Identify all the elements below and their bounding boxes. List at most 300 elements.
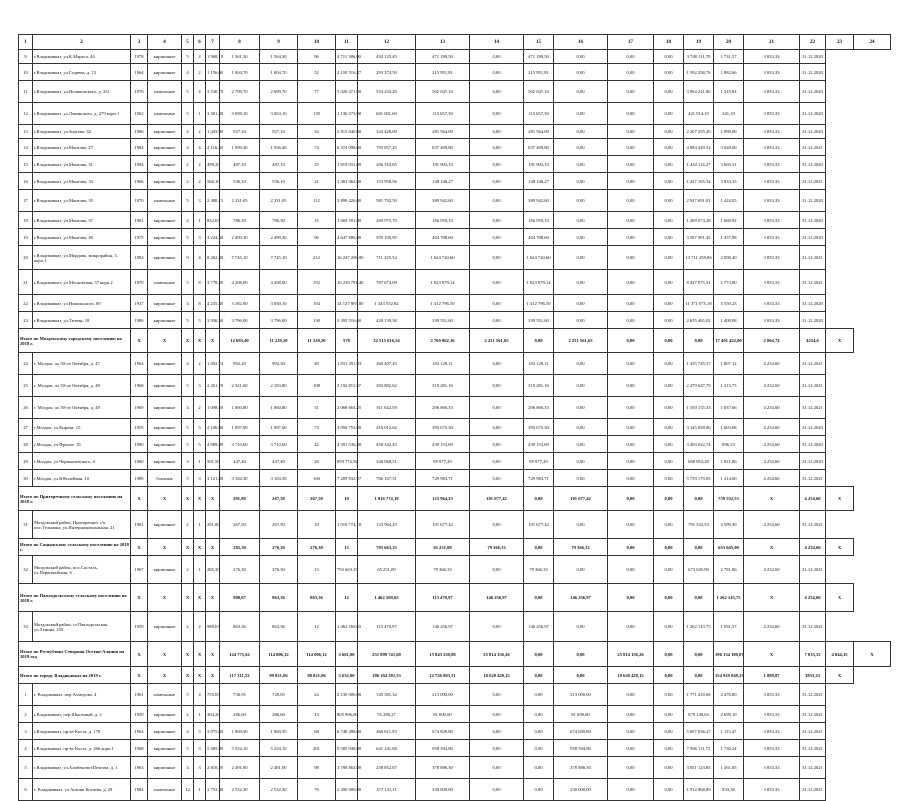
table-cell: 896,23 xyxy=(714,436,744,453)
table-cell: 0,00 xyxy=(608,295,654,312)
table-cell: X xyxy=(744,584,800,612)
table-cell: 2 207 255,20 xyxy=(684,125,714,139)
table-cell: 3 833,33 xyxy=(744,757,800,779)
table-cell: 2 004,74 xyxy=(744,329,800,353)
table-cell: 641 241,68 xyxy=(358,740,416,757)
table-cell: 0,00 xyxy=(554,612,608,642)
table-cell: 0,00 xyxy=(654,470,684,487)
table-cell: 4 254,60 xyxy=(744,556,800,584)
table-cell: 0,00 xyxy=(684,539,714,556)
table-cell: 0,00 xyxy=(470,706,524,723)
table-cell: 3 833,33 xyxy=(744,270,800,295)
column-header-3: 3 xyxy=(131,35,148,50)
table-cell: панельные xyxy=(148,190,182,212)
table-cell: 266 407,45 xyxy=(358,353,416,375)
table-cell: 536,10 xyxy=(220,173,260,190)
table-cell: 146 256,97 xyxy=(554,584,608,612)
table-cell: 251 899 741,60 xyxy=(358,642,416,667)
table-cell: 5 xyxy=(182,740,194,757)
table-cell: 148 146,27 xyxy=(416,173,470,190)
table-cell: 31.12.2020 xyxy=(800,436,826,453)
table-cell: 8 xyxy=(194,295,206,312)
table-cell: 15 xyxy=(298,212,336,229)
table-cell: 0,00 xyxy=(608,125,654,139)
table-cell: X xyxy=(131,667,148,684)
table-cell: 927,10 xyxy=(260,125,298,139)
table-cell: 673 045,90 xyxy=(684,556,714,584)
table-cell: 25 814 156,26 xyxy=(608,642,654,667)
table-cell: 148 146,27 xyxy=(524,173,554,190)
table-cell: 3 796,00 xyxy=(220,312,260,329)
table-cell: 13 xyxy=(336,539,358,556)
table-cell: 29 xyxy=(19,453,33,470)
table-cell: 0,00 xyxy=(470,156,524,173)
table-cell: 0,00 xyxy=(554,190,608,212)
table-cell: 1 xyxy=(194,511,206,539)
table-cell: 81 690,60 xyxy=(416,706,470,723)
table-cell: 0,00 xyxy=(554,156,608,173)
table-cell: 3 833,33 xyxy=(744,103,800,125)
table-cell: 2 106,80 xyxy=(206,419,220,436)
table-cell: 0,00 xyxy=(654,740,684,757)
table-cell: 55 288,27 xyxy=(358,706,416,723)
table-cell: 0,00 xyxy=(554,64,608,81)
table-cell: 0,00 xyxy=(608,329,654,353)
address-cell: г. Владикавказ, ул.Агапия Котаева, д. 29 xyxy=(33,779,131,801)
table-cell: 3 632,00 xyxy=(336,667,358,684)
table-cell: 0,00 xyxy=(470,684,524,706)
table-cell: 3 833,33 xyxy=(744,190,800,212)
address-cell: г.Владикавказ, ул.Алибекова-Шелгова, д. 1 xyxy=(33,757,131,779)
table-cell: 324 428,00 xyxy=(358,125,416,139)
table-cell: 0,00 xyxy=(654,212,684,229)
table-cell: 7 289 832,97 xyxy=(336,470,358,487)
table-row xyxy=(19,229,891,246)
housing-register-sheet xyxy=(18,34,886,801)
column-header-15: 15 xyxy=(524,35,554,50)
table-cell: 421 914,10 xyxy=(684,103,714,125)
table-cell: 439 153,69 xyxy=(524,436,554,453)
table-cell: X xyxy=(206,584,220,612)
table-cell: 958 594,80 xyxy=(416,740,470,757)
table-cell: 0,00 xyxy=(608,453,654,470)
table-cell: 1 603,68 xyxy=(714,419,744,436)
table-row xyxy=(19,212,891,229)
table-row xyxy=(19,156,891,173)
table-cell: 12 xyxy=(298,612,336,642)
table-cell: 3 796,00 xyxy=(260,312,298,329)
table-cell: 0,00 xyxy=(654,667,684,684)
table-cell: X xyxy=(148,667,182,684)
table-cell: 1969 xyxy=(131,397,148,419)
table-cell: 0,00 xyxy=(608,190,654,212)
table-cell: X xyxy=(182,329,194,353)
address-cell: г.Моздок, ул.Фрунзе, 10 xyxy=(33,436,131,453)
table-cell: 3 710,60 xyxy=(260,436,298,453)
table-cell: 1 443,90 xyxy=(206,125,220,139)
table-cell: 1 889,87 xyxy=(744,667,800,684)
table-cell: 98 xyxy=(298,757,336,779)
table-cell: кирпичные xyxy=(148,706,182,723)
table-cell: X xyxy=(194,487,206,511)
table-cell: 31.12.2020 xyxy=(800,212,826,229)
table-cell: 2 xyxy=(182,556,194,584)
table-cell: 114 006,12 xyxy=(260,642,298,667)
table-cell: 0,00 xyxy=(470,612,524,642)
table-cell: 213 000,00 xyxy=(416,684,470,706)
table-cell: 31.12.2021 xyxy=(800,779,826,801)
table-cell: 1 412 796,50 xyxy=(524,295,554,312)
address-cell: г.Владикавказ, ул.Монтова, 40 xyxy=(33,229,131,246)
table-cell: 0,00 xyxy=(608,779,654,801)
table-cell: 2 781,86 xyxy=(714,556,744,584)
table-cell: 0,00 xyxy=(608,511,654,539)
table-row xyxy=(19,173,891,190)
table-cell: 1 434 114,27 xyxy=(684,156,714,173)
table-cell: 9 xyxy=(182,246,194,270)
table-cell: 464 788,60 xyxy=(416,229,470,246)
table-cell: 31.12.2021 xyxy=(800,375,826,397)
table-cell: 112 xyxy=(298,190,336,212)
table-cell: 2 xyxy=(194,156,206,173)
table-cell: 15 xyxy=(19,156,33,173)
table-cell: X xyxy=(182,642,194,667)
table-cell: 1 002,74 xyxy=(206,353,220,375)
table-cell: 0,00 xyxy=(470,470,524,487)
table-cell: 0,00 xyxy=(470,436,524,453)
table-cell: 4 208,00 xyxy=(260,270,298,295)
table-cell: X xyxy=(131,539,148,556)
table-cell: 720,05 xyxy=(260,684,298,706)
table-cell: 787 674,09 xyxy=(358,270,416,295)
table-cell: 3 833,33 xyxy=(744,139,800,156)
table-cell: 1 819 031,00 xyxy=(336,156,358,173)
table-cell: 31 xyxy=(19,511,33,539)
table-cell: 1 004,70 xyxy=(260,64,298,81)
table-cell: 2 321,60 xyxy=(220,375,260,397)
table-cell: 10 239 791,40 xyxy=(336,270,358,295)
table-cell: 339 551,60 xyxy=(416,312,470,329)
table-cell: 0,00 xyxy=(524,740,554,757)
table-cell: 1984 xyxy=(131,139,148,156)
table-cell: 0,00 xyxy=(470,757,524,779)
table-cell: 2 331,05 xyxy=(220,190,260,212)
address-cell: г.Владикавказ, пр-кт Коста, д. 178 xyxy=(33,723,131,740)
table-cell: 2 476,80 xyxy=(714,684,744,706)
table-cell: 213 000,00 xyxy=(554,684,608,706)
address-cell: г.Владикавказ, ул.Титова, 18 xyxy=(33,312,131,329)
table-cell: 0,00 xyxy=(470,375,524,397)
table-cell: 601 001,60 xyxy=(358,103,416,125)
table-cell: 31.12.2021 xyxy=(800,556,826,584)
table-cell: 793 663,33 xyxy=(336,556,358,584)
table-cell: 212 xyxy=(298,246,336,270)
table-cell: 181 903,10 xyxy=(416,156,470,173)
table-cell: 1 807,12 xyxy=(714,353,744,375)
table-cell: 2 xyxy=(194,353,206,375)
table-cell: 3 833,33 xyxy=(744,212,800,229)
table-cell: 1950 xyxy=(131,706,148,723)
table-cell: 153 958,56 xyxy=(358,173,416,190)
table-cell: 1 936,40 xyxy=(260,139,298,156)
table-cell: 22 xyxy=(19,295,33,312)
table-cell: 4 711 386,00 xyxy=(336,50,358,64)
table-cell: 447,40 xyxy=(220,453,260,470)
table-cell: 0,00 xyxy=(654,584,684,612)
table-cell: 3 851 123,83 xyxy=(684,757,714,779)
table-cell: 1 561,30 xyxy=(220,50,260,64)
address-cell: г.Владикавказ, ул.Монтова, 31 xyxy=(33,156,131,173)
table-cell: 1970 xyxy=(131,190,148,212)
table-cell: 1 427 165,34 xyxy=(684,173,714,190)
table-cell: 0,00 xyxy=(470,397,524,419)
address-cell: г. Моздок, ал 50-ое Октября, д. 47 xyxy=(33,353,131,375)
table-row xyxy=(19,684,891,706)
table-cell: 0,00 xyxy=(684,584,714,612)
table-cell: 311 642,59 xyxy=(358,397,416,419)
table-cell: 0,00 xyxy=(470,246,524,270)
table-cell: X xyxy=(131,584,148,612)
table-cell: 2 699,70 xyxy=(260,81,298,103)
table-cell: 0,00 xyxy=(470,270,524,295)
table-cell: 28 xyxy=(298,453,336,470)
table-cell: 157 131,11 xyxy=(358,779,416,801)
table-cell: 3 301,30 xyxy=(206,103,220,125)
table-cell: 215 951,81 xyxy=(524,64,554,81)
table-cell: 0,00 xyxy=(608,740,654,757)
table-cell: 786,30 xyxy=(220,212,260,229)
table-cell: 1984 xyxy=(131,156,148,173)
table-row xyxy=(19,246,891,270)
table-cell: 4 xyxy=(194,50,206,64)
table-cell: 3 661,00 xyxy=(336,642,358,667)
table-cell: 1970 xyxy=(131,270,148,295)
table-cell: 0,00 xyxy=(608,684,654,706)
table-cell: 0,00 xyxy=(608,539,654,556)
table-cell: 554 233,20 xyxy=(358,81,416,103)
table-cell: 201 xyxy=(298,740,336,757)
table-cell: 637 409,80 xyxy=(524,139,554,156)
table-row xyxy=(19,139,891,156)
table-cell: 1 457,98 xyxy=(714,229,744,246)
table-cell: X xyxy=(854,642,891,667)
address-cell: г.Моздок, ул.Чернышевского, 4 xyxy=(33,453,131,470)
table-cell: X xyxy=(206,642,220,667)
table-cell: 258 852,87 xyxy=(358,757,416,779)
column-header-16: 16 xyxy=(554,35,608,50)
table-cell: 31.12.2020 xyxy=(800,453,826,470)
address-cell: г.Владикавказ, ул.Мордова, микрорайон, 5, корп.1 xyxy=(33,246,131,270)
table-cell: 0,00 xyxy=(684,667,714,684)
table-cell: 3 098,10 xyxy=(220,103,260,125)
table-cell: блочные xyxy=(148,470,182,487)
table-cell: 439 153,69 xyxy=(416,436,470,453)
table-cell: 7 986 111,72 xyxy=(684,740,714,757)
table-cell: 3 833,33 xyxy=(744,50,800,64)
table-cell: 3 587 991,45 xyxy=(684,229,714,246)
subtotal-row xyxy=(19,584,891,612)
table-cell: 0,00 xyxy=(608,706,654,723)
table-cell: 2 479 647,79 xyxy=(684,375,714,397)
table-cell: 12 xyxy=(336,584,358,612)
table-cell: 4 254,60 xyxy=(744,511,800,539)
table-cell: 4 044,35 xyxy=(826,642,854,667)
table-cell: 578 xyxy=(336,329,358,353)
subtotal-label: Итого по Павлодольскому сельскому поселению на 2018 г. xyxy=(19,584,131,612)
table-cell: 1 xyxy=(194,212,206,229)
address-cell: г.Владикавказ, пер.Школьный, д. 2 xyxy=(33,706,131,723)
table-cell: 832,63 xyxy=(206,212,220,229)
table-cell: 18 628 428,15 xyxy=(470,667,524,684)
table-cell: 4 254,60 xyxy=(744,470,800,487)
table-cell: 291,80 xyxy=(206,511,220,539)
table-cell: 96 xyxy=(298,229,336,246)
table-cell: 276,30 xyxy=(298,539,336,556)
table-cell: кирпичные xyxy=(148,64,182,81)
table-cell: 863,36 xyxy=(220,612,260,642)
column-header-19: 19 xyxy=(684,35,714,50)
table-cell: 1 xyxy=(194,453,206,470)
table-cell: 1 997,00 xyxy=(260,419,298,436)
table-cell: 0,00 xyxy=(608,156,654,173)
table-cell: 3 075,60 xyxy=(206,723,220,740)
table-cell: 31.12.2021 xyxy=(800,706,826,723)
address-cell: г.Владикавказ, ул.Никольского, 89 xyxy=(33,295,131,312)
table-cell: 0,00 xyxy=(608,229,654,246)
table-cell: 2 810,20 xyxy=(206,757,220,779)
table-cell: 3 833,33 xyxy=(744,173,800,190)
table-cell: 65 251,09 xyxy=(358,556,416,584)
column-header-13: 13 xyxy=(416,35,470,50)
table-cell: 1 136 573,00 xyxy=(336,103,358,125)
table-cell: 3 788 863,00 xyxy=(336,757,358,779)
table-cell: 0,00 xyxy=(470,50,524,64)
table-cell: 0,00 xyxy=(608,470,654,487)
table-cell: 729 983,71 xyxy=(416,470,470,487)
table-cell: 11 xyxy=(19,81,33,103)
table-cell: 230 000,00 xyxy=(416,779,470,801)
table-cell: 5 554,10 xyxy=(220,740,260,757)
table-cell: 0,00 xyxy=(654,103,684,125)
table-cell: 0,00 xyxy=(470,312,524,329)
table-cell: 0,00 xyxy=(554,50,608,64)
table-cell: 1989 xyxy=(131,470,148,487)
table-cell: 3 559,23 xyxy=(714,295,744,312)
table-cell: X xyxy=(148,329,182,353)
table-cell: 0,00 xyxy=(654,246,684,270)
table-cell: 1984 xyxy=(131,779,148,801)
table-cell: 101 677,42 xyxy=(470,487,524,511)
table-cell: X xyxy=(206,667,220,684)
table-cell: 146 256,97 xyxy=(416,612,470,642)
table-cell: 1 624 720,60 xyxy=(524,246,554,270)
table-cell: 4 089,89 xyxy=(206,436,220,453)
table-cell: 12 xyxy=(19,103,33,125)
table-cell: 74 xyxy=(298,139,336,156)
table-cell: 2 xyxy=(194,64,206,81)
table-cell: 166 959,10 xyxy=(416,212,470,229)
table-cell: 4 208,00 xyxy=(220,270,260,295)
table-cell: 31.12.2021 xyxy=(800,723,826,740)
table-cell: 2 532,30 xyxy=(260,779,298,801)
table-cell: 0,00 xyxy=(524,757,554,779)
table-cell: 117 311,52 xyxy=(220,667,260,684)
table-row xyxy=(19,723,891,740)
table-cell: 42 xyxy=(298,436,336,453)
table-cell: 0,00 xyxy=(554,375,608,397)
table-cell: 447,40 xyxy=(260,453,298,470)
table-cell: кирпичные xyxy=(148,419,182,436)
table-cell: 8 262,30 xyxy=(206,246,220,270)
table-cell: 0,00 xyxy=(470,779,524,801)
subtotal-row xyxy=(19,487,891,511)
table-cell: 1968 xyxy=(131,375,148,397)
table-cell: 3 030,10 xyxy=(260,295,298,312)
table-cell: 31.12.2021 xyxy=(800,397,826,419)
table-cell: 114 006,12 xyxy=(298,642,336,667)
table-cell: 755,05 xyxy=(206,684,220,706)
table-cell: 4 xyxy=(182,397,194,419)
table-cell: 11 229,20 xyxy=(298,329,336,353)
table-cell: 0,00 xyxy=(654,295,684,312)
subtotal-label: Итого по Республике Северная Осетия-Алания на 2019 год xyxy=(19,642,131,667)
column-header-18: 18 xyxy=(654,35,684,50)
table-cell: 20 xyxy=(19,246,33,270)
table-cell: 5 xyxy=(182,375,194,397)
table-cell: 28 xyxy=(19,436,33,453)
table-cell: 3 xyxy=(194,229,206,246)
table-cell: 3 899 426,00 xyxy=(336,190,358,212)
table-cell: 0,00 xyxy=(654,706,684,723)
table-cell: кирпичные xyxy=(148,212,182,229)
table-cell: 0,00 xyxy=(654,436,684,453)
table-cell: 76 xyxy=(298,779,336,801)
table-cell: 0,00 xyxy=(554,103,608,125)
address-cell: г.Моздок, ул.Кирова, 15 xyxy=(33,419,131,436)
table-cell: 536,10 xyxy=(260,173,298,190)
table-cell: 113 657,30 xyxy=(524,103,554,125)
column-header-4: 4 xyxy=(148,35,182,50)
table-cell: 729 983,71 xyxy=(524,470,554,487)
table-cell: 2 xyxy=(182,156,194,173)
table-cell: 0,00 xyxy=(524,779,554,801)
address-cell: г.Владикавказ, ул.Гадиева, д. 72 xyxy=(33,64,131,81)
table-cell: 31.12.2020 xyxy=(800,50,826,64)
table-cell: кирпичные xyxy=(148,511,182,539)
table-cell: 1964 xyxy=(131,723,148,740)
table-cell: 0,00 xyxy=(554,173,608,190)
table-cell: 0,00 xyxy=(654,487,684,511)
table-cell: 25 xyxy=(298,156,336,173)
table-cell: 5 xyxy=(182,312,194,329)
table-cell: 18 xyxy=(19,212,33,229)
table-cell: 0,00 xyxy=(470,139,524,156)
table-cell: 805 996,00 xyxy=(336,706,358,723)
address-cell: г.Владикавказ, ул.К.Маркса, 44 xyxy=(33,50,131,64)
table-cell: 0,00 xyxy=(654,190,684,212)
table-cell: 3 833,33 xyxy=(744,740,800,757)
table-cell: 166 959,10 xyxy=(524,212,554,229)
table-cell: 31.12.2021 xyxy=(800,684,826,706)
table-cell: 31.12.2021 xyxy=(800,246,826,270)
table-cell: 0,00 xyxy=(654,723,684,740)
table-cell: 1 773,80 xyxy=(714,270,744,295)
table-cell: 668 853,28 xyxy=(684,453,714,470)
table-cell: X xyxy=(194,584,206,612)
table-cell: X xyxy=(182,487,194,511)
table-cell: 101 677,42 xyxy=(554,487,608,511)
subtotal-label: Итого по Притеречному сельскому поселению на 2018 г. xyxy=(19,487,131,511)
